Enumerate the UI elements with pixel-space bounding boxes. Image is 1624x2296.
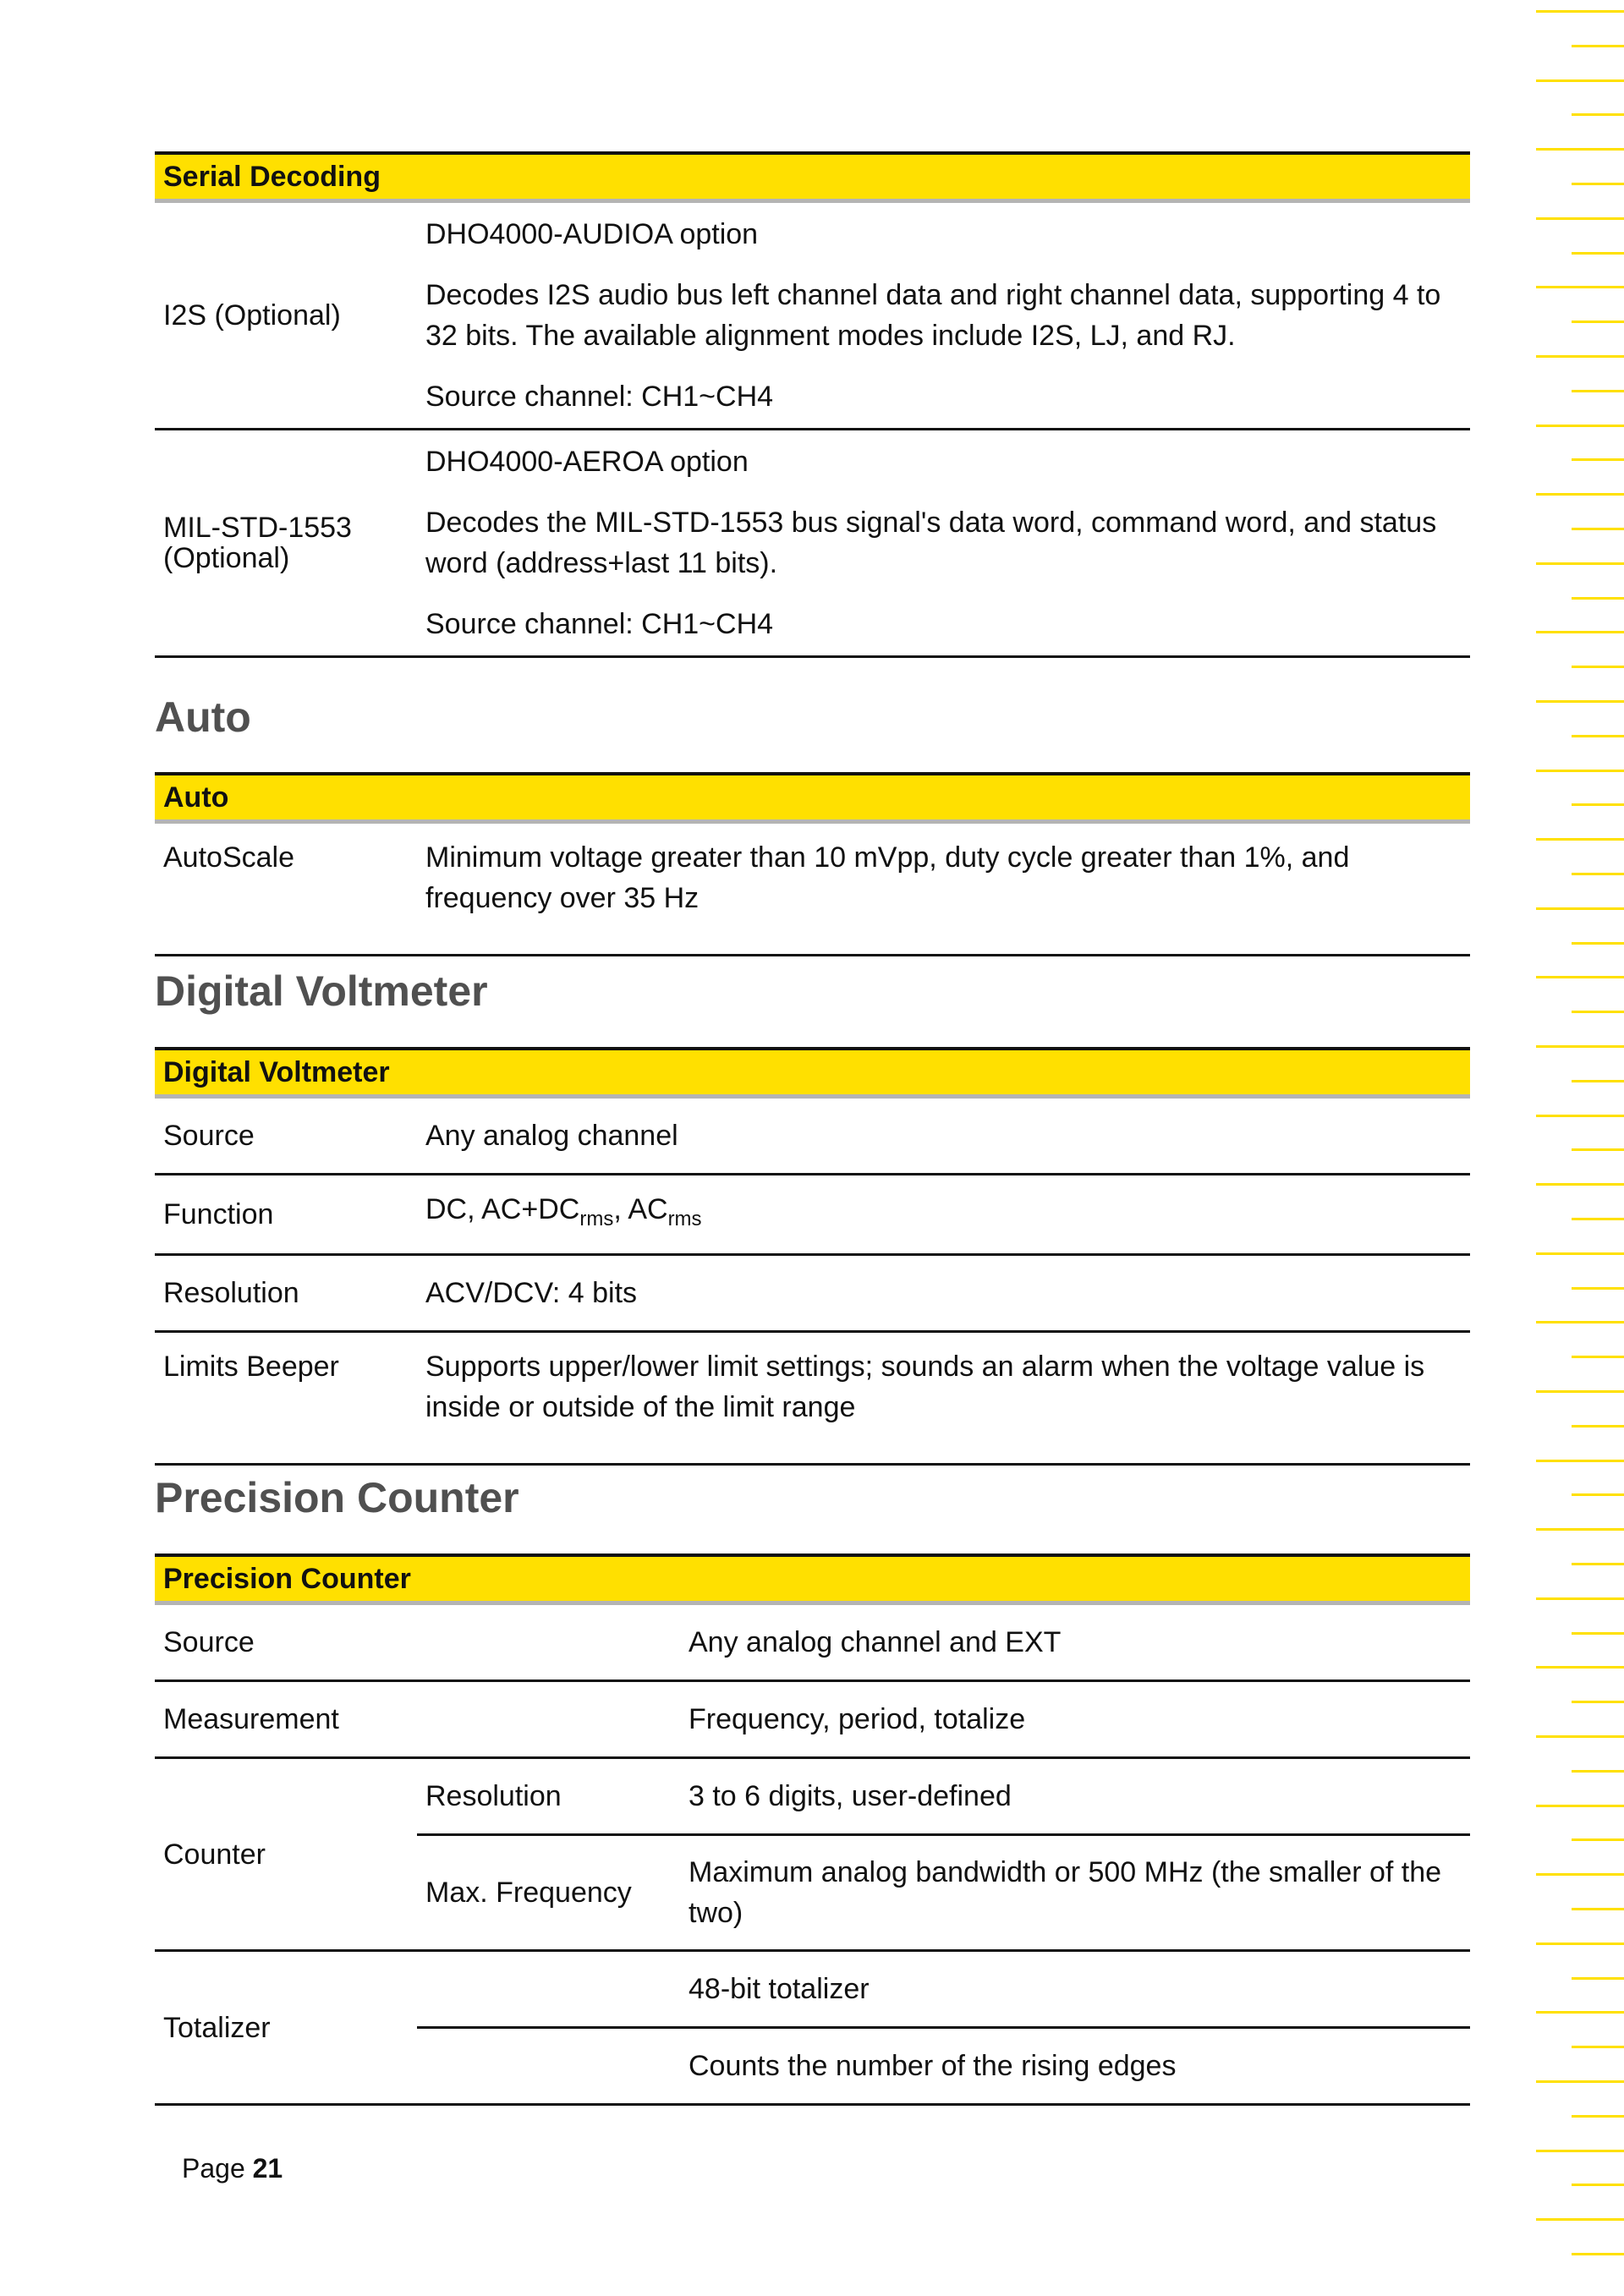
serial-decoding-table: [155, 151, 1470, 658]
edge-mark: [1572, 2184, 1624, 2186]
table-header-row: [155, 153, 1470, 201]
row-label: AutoScale: [155, 822, 417, 956]
edge-mark: [1572, 1011, 1624, 1013]
row-value: [417, 201, 1470, 430]
edge-mark: [1536, 493, 1624, 496]
edge-mark: [1536, 2080, 1624, 2083]
section-title-digital-voltmeter: Digital Voltmeter: [155, 967, 488, 1015]
edge-mark: [1536, 1321, 1624, 1323]
function-text: DC, AC+DC: [425, 1193, 580, 1226]
edge-mark: [1536, 631, 1624, 633]
page-footer: [182, 2153, 283, 2184]
edge-mark: [1572, 1701, 1624, 1703]
edge-mark: [1536, 838, 1624, 841]
table-row: [155, 822, 1470, 956]
precision-counter-header: Precision Counter: [155, 1555, 1470, 1603]
page-label: Page: [182, 2153, 245, 2184]
table-row: [155, 1681, 1470, 1758]
edge-mark: [1536, 907, 1624, 910]
edge-mark: [1536, 1183, 1624, 1186]
auto-header: Auto: [155, 774, 1470, 822]
edge-mark: [1572, 45, 1624, 47]
edge-mark: [1536, 2150, 1624, 2152]
table-header-row: [155, 1049, 1470, 1097]
edge-mark: [1572, 2253, 1624, 2255]
table-row: [155, 1603, 1470, 1681]
edge-mark: [1536, 425, 1624, 427]
row-label: Function: [155, 1175, 417, 1255]
row-label: Counter: [155, 1758, 417, 1951]
edge-mark: [1536, 1805, 1624, 1807]
paragraph: Decodes I2S audio bus left channel data and right channel data, supporting 4 to 32 bits. The available alignment modes include I2S, LJ, and RJ.: [425, 279, 1441, 352]
rms-subscript: rms: [579, 1207, 614, 1230]
edge-mark: [1572, 2046, 1624, 2048]
edge-mark: [1572, 1356, 1624, 1358]
sub-label: Resolution: [417, 1758, 680, 1835]
edge-mark: [1536, 79, 1624, 82]
edge-mark: [1536, 355, 1624, 358]
row-value: 48-bit totalizer: [680, 1951, 1470, 2028]
row-value: 3 to 6 digits, user-defined: [680, 1758, 1470, 1835]
row-value: Supports upper/lower limit settings; sounds an alarm when the voltage value is inside or outside of the limit range: [417, 1332, 1470, 1465]
edge-mark: [1572, 321, 1624, 323]
row-label: I2S (Optional): [155, 201, 417, 430]
edge-mark: [1572, 873, 1624, 875]
paragraph: DHO4000-AUDIOA option: [425, 218, 759, 250]
edge-mark: [1536, 770, 1624, 772]
edge-mark: [1536, 1115, 1624, 1117]
section-title-auto: Auto: [155, 693, 251, 741]
edge-mark: [1572, 1425, 1624, 1427]
table-header-row: [155, 774, 1470, 822]
table-row: [155, 430, 1470, 657]
row-value: Frequency, period, totalize: [680, 1681, 1470, 1758]
edge-mark: [1572, 1770, 1624, 1773]
paragraph: Source channel: CH1~CH4: [425, 608, 774, 640]
edge-mark: [1536, 2011, 1624, 2014]
precision-counter-table: [155, 1553, 1470, 2106]
edge-mark: [1572, 113, 1624, 116]
edge-mark: [1536, 700, 1624, 703]
edge-mark: [1572, 803, 1624, 806]
edge-mark: [1572, 666, 1624, 668]
edge-mark: [1536, 1873, 1624, 1876]
table-row: [155, 1175, 1470, 1255]
edge-mark: [1572, 1493, 1624, 1496]
edge-mark: [1572, 1080, 1624, 1082]
edge-mark: [1572, 458, 1624, 461]
paragraph: Decodes the MIL-STD-1553 bus signal's data word, command word, and status word (address+last 11 bits).: [425, 507, 1437, 579]
edge-mark: [1572, 2115, 1624, 2118]
sub-label: [417, 1951, 680, 2028]
edge-mark: [1572, 1838, 1624, 1841]
edge-mark: [1536, 1252, 1624, 1255]
table-row: [155, 1097, 1470, 1175]
section-title-precision-counter: Precision Counter: [155, 1474, 519, 1521]
edge-mark: [1536, 148, 1624, 151]
sub-label: Max. Frequency: [417, 1835, 680, 1951]
edge-mark: [1572, 528, 1624, 530]
edge-mark: [1572, 1908, 1624, 1910]
row-label: Source: [155, 1097, 417, 1175]
edge-mark: [1536, 976, 1624, 978]
row-value: Counts the number of the rising edges: [680, 2028, 1470, 2105]
row-value: ACV/DCV: 4 bits: [417, 1255, 1470, 1332]
edge-mark: [1536, 217, 1624, 220]
edge-mark: [1572, 1563, 1624, 1565]
row-label: Limits Beeper: [155, 1332, 417, 1465]
row-value: [417, 1175, 1470, 1255]
row-value: Maximum analog bandwidth or 500 MHz (the smaller of the two): [680, 1835, 1470, 1951]
edge-mark: [1536, 2218, 1624, 2221]
edge-mark: [1536, 1045, 1624, 1048]
serial-decoding-header: Serial Decoding: [155, 153, 1470, 201]
sub-label: [417, 2028, 680, 2105]
function-text: , AC: [613, 1193, 668, 1226]
edge-marks: [1522, 0, 1624, 2296]
row-value: Any analog channel and EXT: [680, 1603, 1470, 1681]
table-row: [155, 1758, 1470, 1835]
edge-mark: [1536, 1390, 1624, 1393]
row-value: [417, 430, 1470, 657]
edge-mark: [1572, 735, 1624, 737]
edge-mark: [1536, 1735, 1624, 1738]
edge-mark: [1536, 10, 1624, 13]
edge-mark: [1572, 597, 1624, 600]
edge-mark: [1572, 183, 1624, 185]
digital-voltmeter-header: Digital Voltmeter: [155, 1049, 1470, 1097]
row-label: Totalizer: [155, 1951, 417, 2105]
edge-mark: [1572, 1218, 1624, 1220]
table-header-row: [155, 1555, 1470, 1603]
edge-mark: [1572, 1148, 1624, 1151]
edge-mark: [1572, 1632, 1624, 1635]
table-row: [155, 1255, 1470, 1332]
paragraph: Source channel: CH1~CH4: [425, 381, 774, 413]
edge-mark: [1536, 1666, 1624, 1669]
edge-mark: [1572, 1287, 1624, 1290]
rms-subscript: rms: [667, 1207, 702, 1230]
edge-mark: [1536, 562, 1624, 565]
edge-mark: [1536, 1597, 1624, 1600]
digital-voltmeter-table: [155, 1047, 1470, 1466]
table-row: [155, 201, 1470, 430]
row-value: Any analog channel: [417, 1097, 1470, 1175]
table-row: [155, 1951, 1470, 2028]
row-label: MIL-STD-1553 (Optional): [155, 430, 417, 657]
paragraph: DHO4000-AEROA option: [425, 446, 749, 478]
edge-mark: [1536, 1460, 1624, 1462]
edge-mark: [1536, 286, 1624, 288]
edge-mark: [1536, 1528, 1624, 1531]
row-label: Measurement: [155, 1681, 680, 1758]
row-label: Resolution: [155, 1255, 417, 1332]
edge-mark: [1572, 390, 1624, 392]
auto-table: [155, 772, 1470, 956]
row-value: Minimum voltage greater than 10 mVpp, duty cycle greater than 1%, and frequency over 35 Hz: [417, 822, 1470, 956]
edge-mark: [1572, 942, 1624, 945]
edge-mark: [1572, 1977, 1624, 1980]
page-number: 21: [252, 2153, 283, 2184]
edge-mark: [1572, 252, 1624, 255]
row-label: Source: [155, 1603, 680, 1681]
table-row: [155, 1332, 1470, 1465]
edge-mark: [1536, 1943, 1624, 1945]
